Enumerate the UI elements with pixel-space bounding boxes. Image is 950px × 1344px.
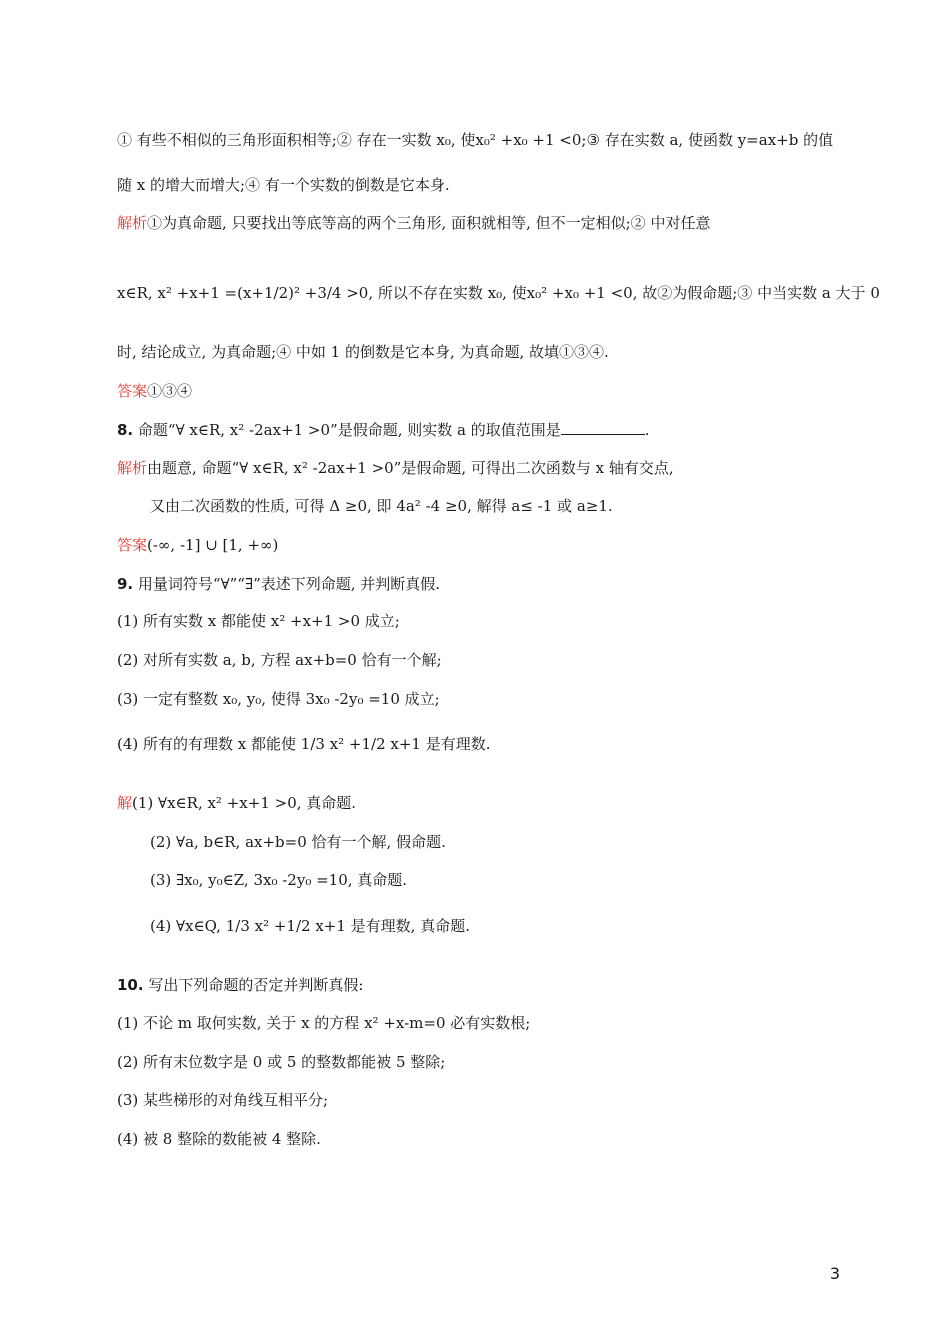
solution-line: 解(1) ∀x∈R, x² +x+1 >0, 真命题.	[117, 794, 357, 812]
solution-line: (4) ∀x∈Q, 1/3 x² +1/2 x+1 是有理数, 真命题.	[150, 917, 470, 935]
text-line: 随 x 的增大而增大;④ 有一个实数的倒数是它本身.	[117, 176, 450, 194]
solution-line: (2) ∀a, b∈R, ax+b=0 恰有一个解, 假命题.	[150, 833, 446, 851]
answer-line: 答案①③④	[117, 382, 193, 400]
sub-question: (1) 不论 m 取何实数, 关于 x 的方程 x² +x-m=0 必有实数根;	[117, 1014, 531, 1032]
answer-label: 答案	[117, 382, 148, 400]
sub-question: (4) 被 8 整除的数能被 4 整除.	[117, 1130, 321, 1148]
text-line: 又由二次函数的性质, 可得 Δ ≥0, 即 4a² -4 ≥0, 解得 a≤ -1 或 a≥1.	[150, 497, 613, 515]
answer-label: 答案	[117, 536, 148, 554]
sub-question: (3) 某些梯形的对角线互相平分;	[117, 1091, 329, 1109]
page-number: 3	[829, 1264, 840, 1283]
solution-label: 解	[117, 794, 133, 812]
sub-question: (2) 对所有实数 a, b, 方程 ax+b=0 恰有一个解;	[117, 651, 442, 669]
answer-line: 答案(-∞, -1] ∪ [1, +∞)	[117, 536, 279, 554]
text-line: 时, 结论成立, 为真命题;④ 中如 1 的倒数是它本身, 为真命题, 故填①③④.	[117, 343, 609, 361]
analysis-line: 解析①为真命题, 只要找出等底等高的两个三角形, 面积就相等, 但不一定相似;② 中对任意	[117, 214, 711, 232]
analysis-label: 解析	[117, 214, 148, 232]
sub-question: (2) 所有末位数字是 0 或 5 的整数都能被 5 整除;	[117, 1053, 446, 1071]
answer-blank[interactable]	[561, 420, 645, 435]
formula-line: x∈R, x² +x+1 =(x+1/2)² +3/4 >0, 所以不存在实数 x₀, 使x₀² +x₀ +1 <0, 故②为假命题;③ 中当实数 a 大于 0	[117, 284, 880, 302]
analysis-line: 解析由题意, 命题“∀ x∈R, x² -2ax+1 >0”是假命题, 可得出二次函数与 x 轴有交点,	[117, 459, 674, 477]
solution-line: (3) ∃x₀, y₀∈Z, 3x₀ -2y₀ =10, 真命题.	[150, 871, 408, 889]
text-line: ① 有些不相似的三角形面积相等;② 存在一实数 x₀, 使x₀² +x₀ +1 <0;③ 存在实数 a, 使函数 y=ax+b 的值	[117, 131, 834, 149]
sub-question: (4) 所有的有理数 x 都能使 1/3 x² +1/2 x+1 是有理数.	[117, 735, 491, 753]
sub-question: (1) 所有实数 x 都能使 x² +x+1 >0 成立;	[117, 612, 400, 630]
sub-question: (3) 一定有整数 x₀, y₀, 使得 3x₀ -2y₀ =10 成立;	[117, 690, 440, 708]
question-9: 9. 用量词符号“∀”“∃”表述下列命题, 并判断真假.	[117, 575, 441, 593]
question-10: 10. 写出下列命题的否定并判断真假:	[117, 976, 364, 994]
analysis-label: 解析	[117, 459, 148, 477]
question-8: 8. 命题“∀ x∈R, x² -2ax+1 >0”是假命题, 则实数 a 的取值范围是 .	[117, 421, 650, 439]
